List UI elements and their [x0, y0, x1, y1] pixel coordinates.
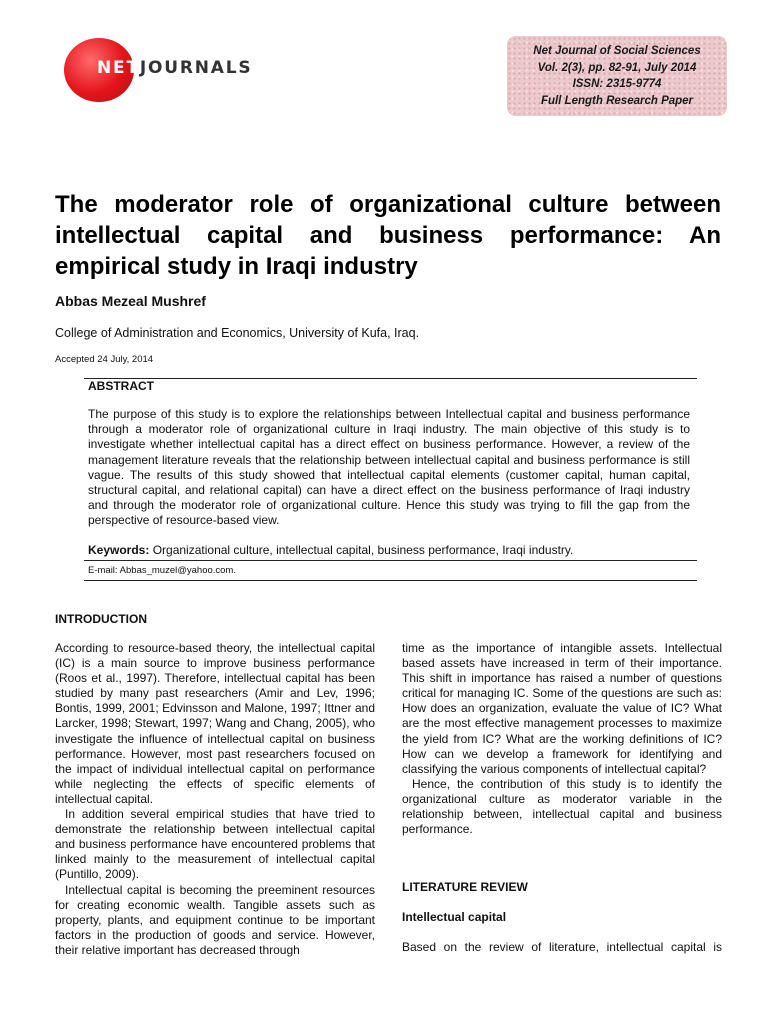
literature-text: Based on the review of literature, intellectual capital is — [402, 940, 722, 954]
logo-suffix: JOURNALS — [139, 58, 253, 78]
right-column-text — [402, 641, 722, 837]
paper-type: Full Length Research Paper — [540, 94, 694, 107]
keywords-line — [88, 543, 573, 557]
keywords-rule — [84, 560, 697, 561]
journal-issn: ISSN: 2315-9774 — [572, 78, 662, 90]
intro-paragraph-2: In addition several empirical studies that have tried to demonstrate the relationship between intellectual capital and business performance have encountered problems that linked mainly to the measurement of intellectual capital (Puntillo, 2009). — [55, 807, 375, 882]
intro-paragraph-4: time as the importance of intangible assets. Intellectual based assets have increased in term of their importance. This shift in importance has raised a number of questions critical for managing IC. Some of the questions are such as: How does an organization, evaluate the value of IC? What are the most effective management processes to maximize the yield from IC? What are the working definitions of IC? How can we develop a framework for identifying and classifying the various components of intellectual capital? — [402, 641, 722, 776]
article-title: The moderator role of organizational culture between intellectual capital and business performance: An empirical study in Iraqi industry — [55, 191, 721, 280]
abstract-text: The purpose of this study is to explore the relationships between Intellectual capital and business performance through a moderator role of organizational culture in Iraqi industry. The main objective of this study is to investigate whether intellectual capital has a direct effect on business performance. However, a review of the management literature reveals that the relationship between intellectual capital and business performance is still vague. The results of this study showed that intellectual capital elements (customer capital, human capital, structural capital, and relational capital) can have a direct effect on the business performance of Iraqi industry and through the moderator role of organizational culture. Hence this study was trying to fill the gap from the perspective of resource-based view. — [88, 407, 690, 528]
journal-info-box — [507, 36, 727, 116]
logo-prefix: NET — [97, 58, 140, 78]
keywords-list: Organizational culture, intellectual capital, business performance, Iraqi industry. — [152, 543, 574, 557]
left-column-text — [55, 641, 375, 958]
keywords-label: Keywords: — [88, 543, 150, 557]
author-affiliation: College of Administration and Economics, University of Kufa, Iraq. — [55, 326, 420, 340]
journal-logo — [64, 38, 264, 102]
abstract-heading: ABSTRACT — [88, 379, 154, 393]
journal-volume: Vol. 2(3), pp. 82-91, July 2014 — [537, 61, 697, 74]
intro-paragraph-3: Intellectual capital is becoming the preeminent resources for creating economic wealth. Tangible assets such as property, plants, and equipment continue to be important factors in the production of goods and service. However, their relative important has decreased through — [55, 882, 375, 957]
accepted-date: Accepted 24 July, 2014 — [55, 354, 154, 365]
literature-review-heading: LITERATURE REVIEW — [402, 880, 528, 894]
abstract-top-rule — [84, 378, 697, 379]
intro-paragraph-5: Hence, the contribution of this study is to identify the organizational culture as moderator variable in the relationship between, intellectual capital and business performance. — [402, 776, 722, 837]
introduction-heading: INTRODUCTION — [55, 612, 147, 626]
intro-paragraph-1: According to resource-based theory, the intellectual capital (IC) is a main source to improve business performance (Roos et al., 1997). Therefore, intellectual capital has been studied by many past researchers (Amir and Lev, 1996; Bontis, 1999, 2001; Edvinsson and Malone, 1997; Ittner and Larcker, 1998; Stewart, 1997; Wang and Chang, 2005), who investigate the influence of intellectual capital on business performance. However, most past researchers focused on the impact of individual intellectual capital on performance while neglecting the effects of specific elements of intellectual capital. — [55, 641, 375, 806]
journal-name: Net Journal of Social Sciences — [533, 45, 701, 57]
abstract-bottom-rule — [84, 580, 697, 581]
author-name: Abbas Mezeal Mushref — [55, 293, 206, 309]
intellectual-capital-subheading: Intellectual capital — [402, 910, 507, 924]
author-email: E-mail: Abbas_muzel@yahoo.com. — [88, 565, 236, 576]
logo-wordmark — [97, 58, 252, 78]
